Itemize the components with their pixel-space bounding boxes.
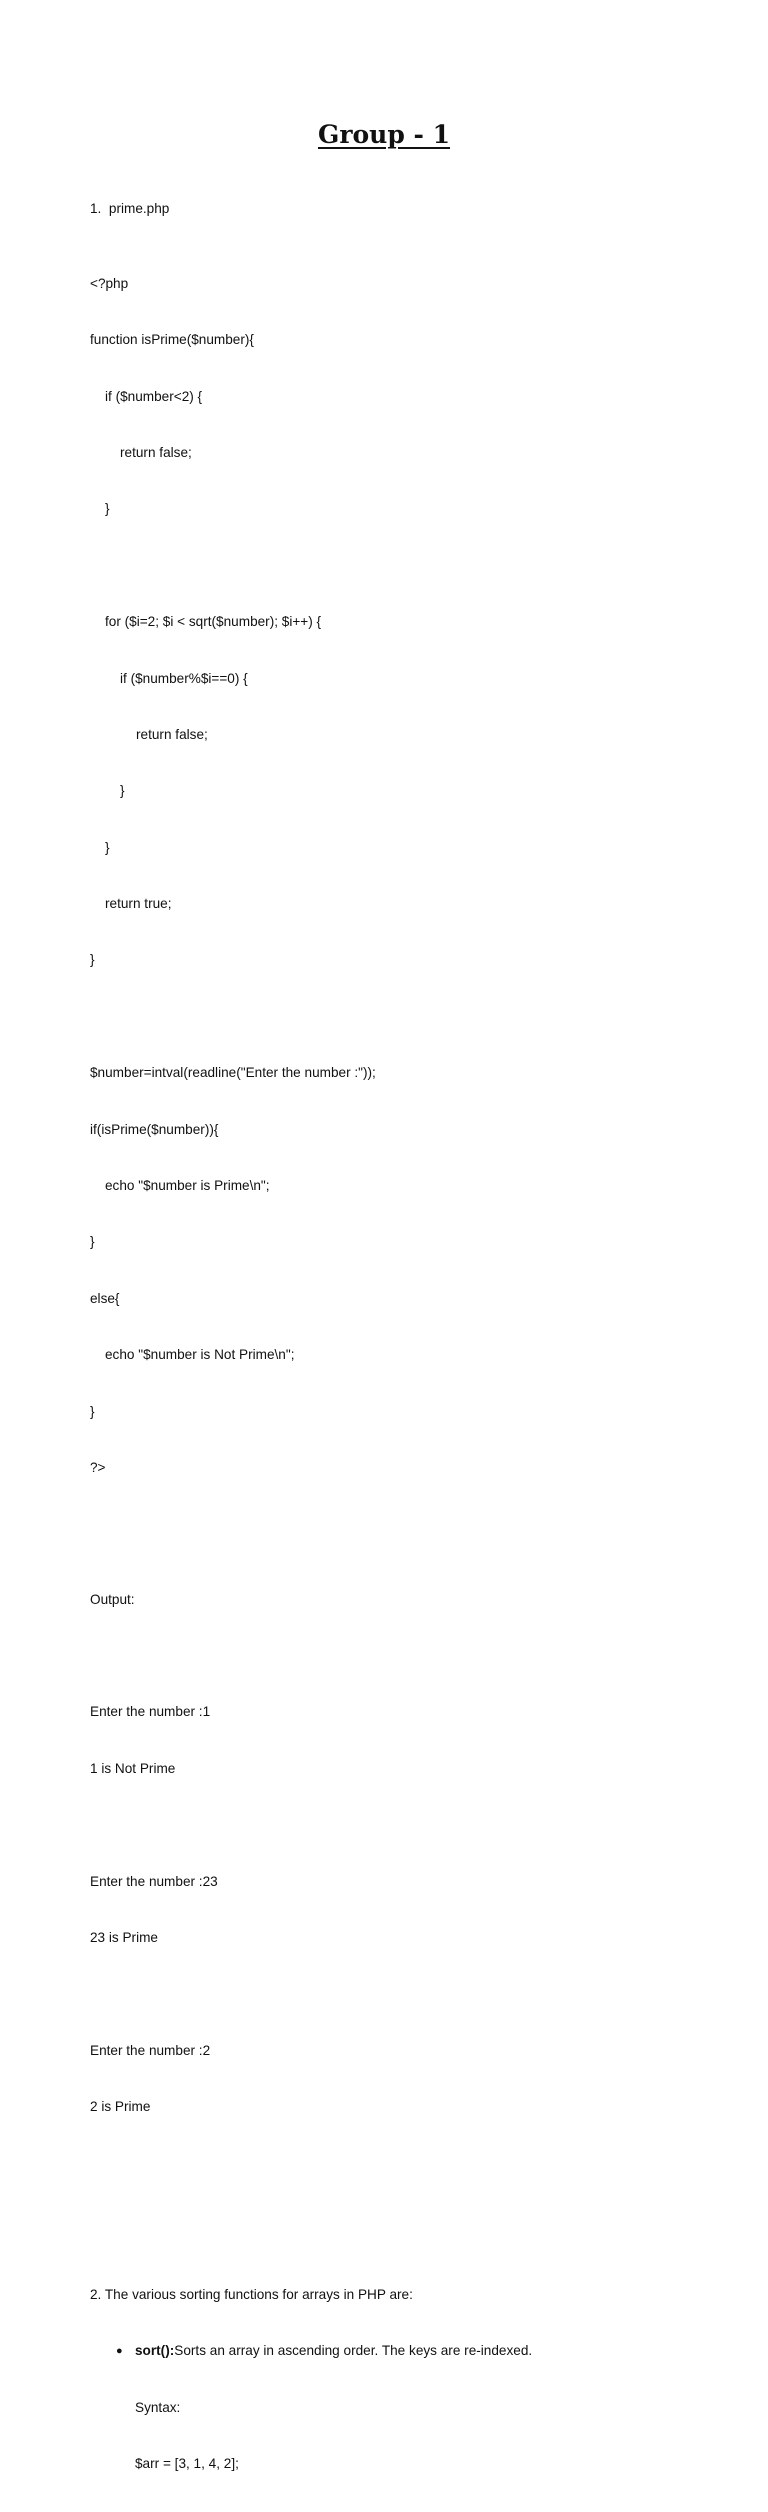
section-2-heading: 2. The various sorting functions for arrays in PHP are:	[90, 2287, 413, 2303]
output-line: 23 is Prime	[90, 1929, 158, 1945]
function-description: Sorts an array in ascending order. The keys are re-indexed.	[174, 2343, 533, 2359]
page-title: Group - 1	[317, 120, 451, 149]
code-line: else{	[90, 1290, 120, 1306]
output-line: 2 is Prime	[90, 2099, 151, 2115]
code-line: $number=intval(readline("Enter the number :"));	[90, 1065, 376, 1081]
code-line: }	[105, 501, 110, 517]
code-line: if(isPrime($number)){	[90, 1121, 219, 1137]
code-line: if ($number<2) {	[105, 388, 203, 404]
syntax-label: Syntax:	[135, 2399, 181, 2415]
blank-line	[90, 557, 710, 576]
blank-line	[90, 1647, 710, 1666]
code-line: return false;	[120, 444, 192, 460]
code-line: for ($i=2; $i < sqrt($number); $i++) {	[105, 614, 322, 630]
code-line: return false;	[136, 726, 208, 742]
blank-line	[90, 1515, 710, 1534]
code-line: <?php	[90, 275, 129, 291]
code-line: function isPrime($number){	[90, 332, 254, 348]
blank-line	[90, 1985, 710, 2004]
code-line: if ($number%$i==0) {	[120, 670, 248, 686]
section-1-heading: 1. prime.php	[90, 200, 170, 216]
blank-line	[90, 1816, 710, 1835]
blank-line	[90, 1008, 710, 1027]
function-name: sort():	[135, 2343, 175, 2359]
bullet-item-sort	[90, 2342, 710, 2361]
output-line: Enter the number :1	[90, 1704, 211, 1720]
output-label: Output:	[90, 1591, 135, 1607]
code-line: ?>	[90, 1459, 106, 1475]
bullet-icon: ●	[116, 2345, 123, 2358]
output-line: Enter the number :23	[90, 1873, 218, 1889]
code-line: }	[120, 783, 125, 799]
code-line: }	[90, 952, 95, 968]
code-line: }	[90, 1403, 95, 1419]
code-line: return true;	[105, 896, 172, 912]
syntax-code: $arr = [3, 1, 4, 2];	[135, 2456, 239, 2472]
code-line: }	[105, 839, 110, 855]
document-body	[90, 162, 710, 2512]
output-line: 1 is Not Prime	[90, 1760, 176, 1776]
blank-line	[90, 2211, 710, 2230]
code-line: echo "$number is Prime\n";	[105, 1178, 270, 1194]
code-line: }	[90, 1234, 95, 1250]
code-line: echo "$number is Not Prime\n";	[105, 1347, 295, 1363]
blank-line	[90, 2154, 710, 2173]
output-line: Enter the number :2	[90, 2042, 211, 2058]
